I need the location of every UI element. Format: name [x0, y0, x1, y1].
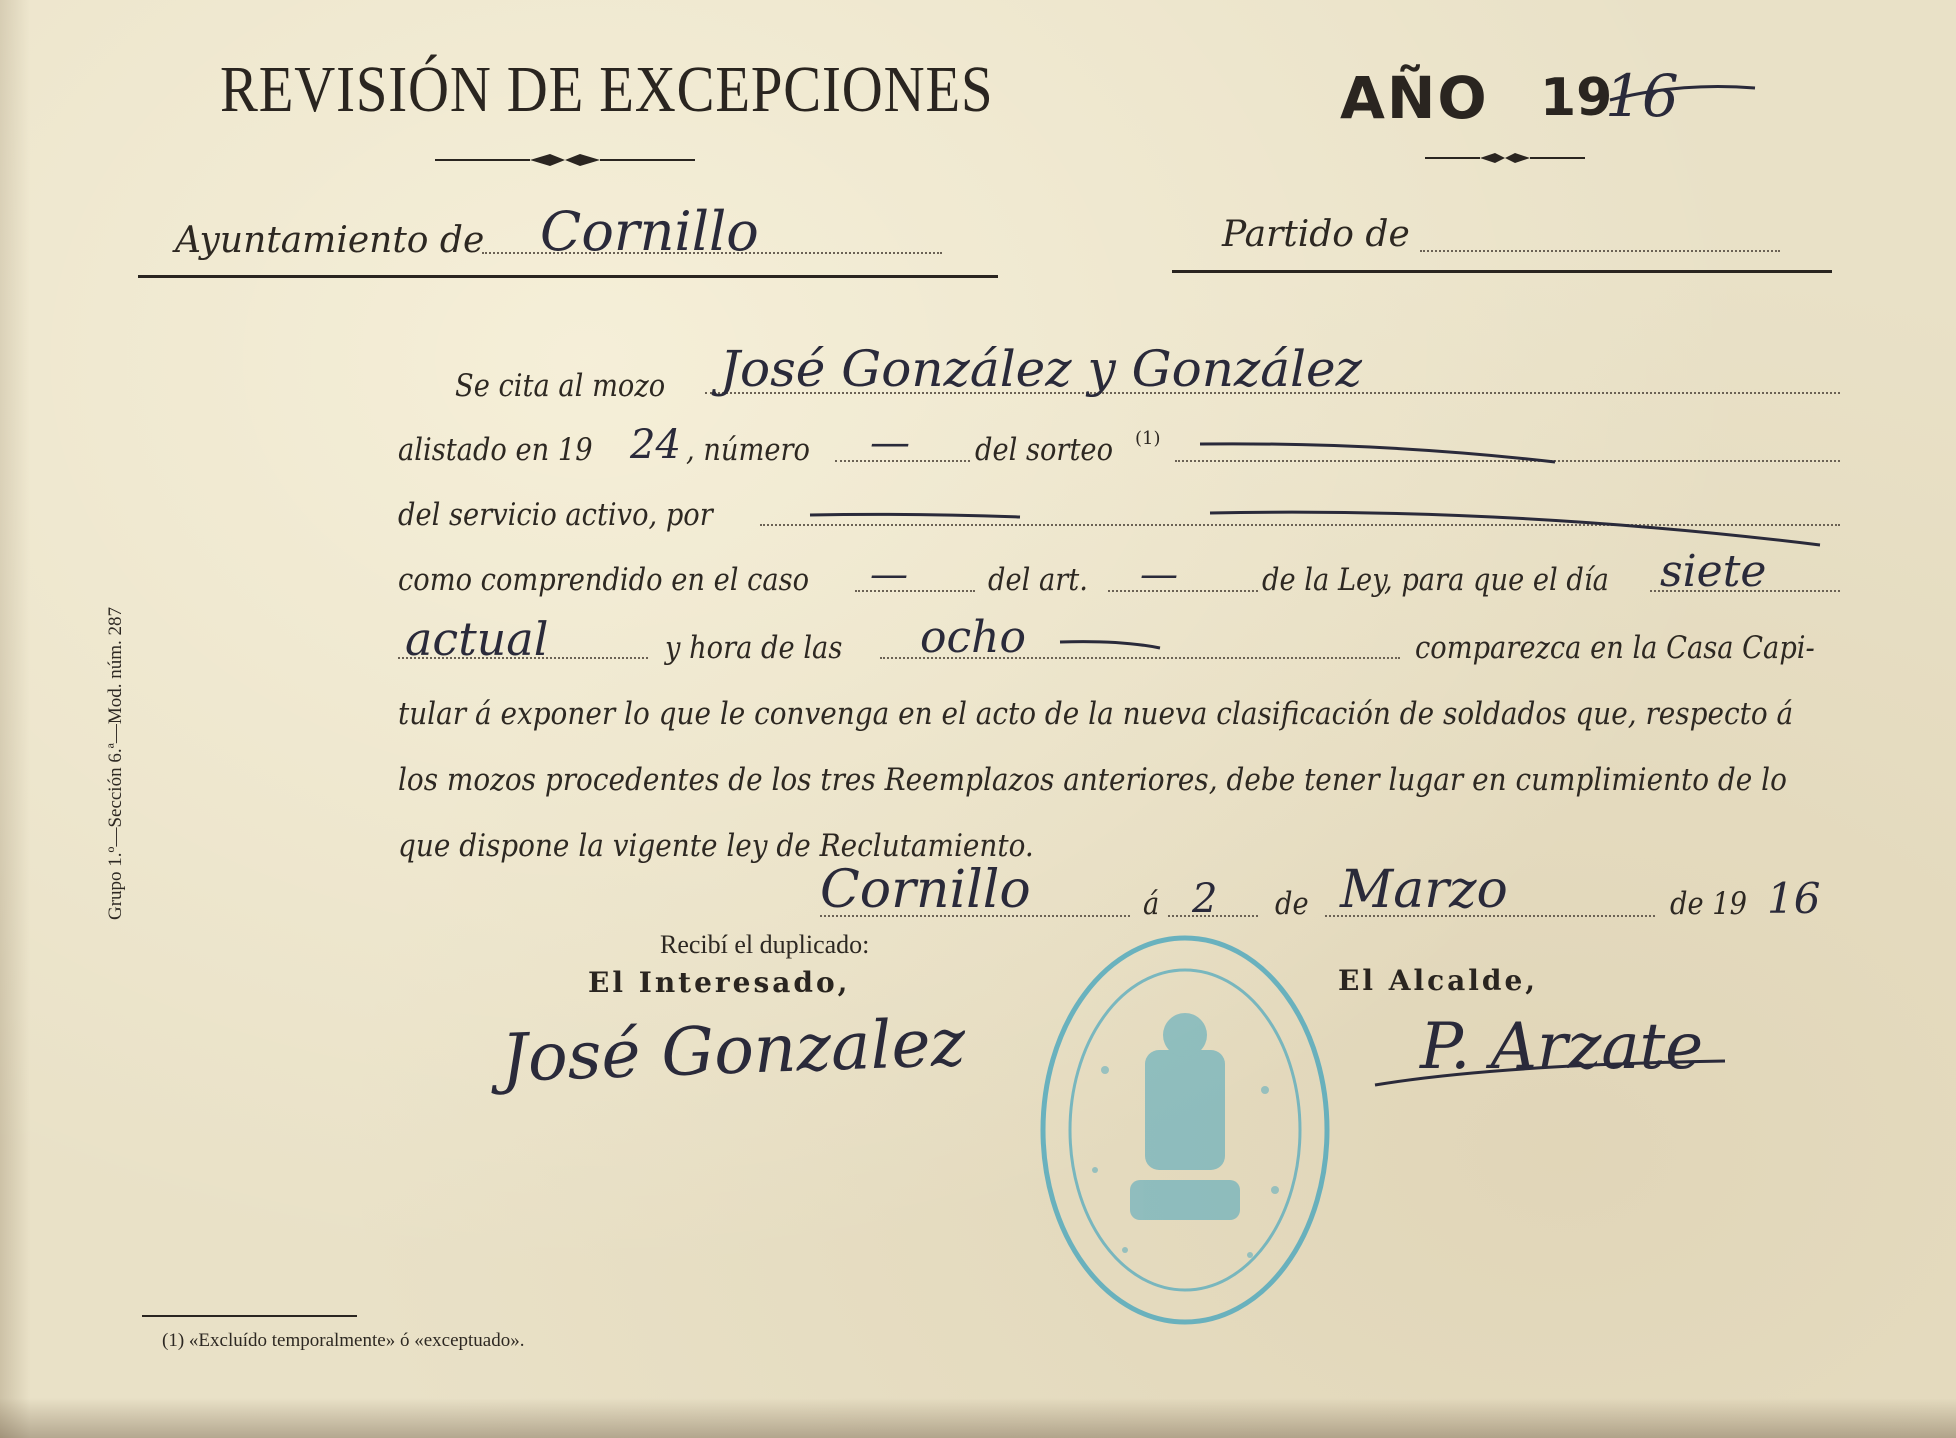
- interesado-label: El Interesado,: [588, 966, 851, 999]
- ayuntamiento-rule: [138, 275, 998, 278]
- partido-dotted-line: [1420, 250, 1780, 252]
- paragraph-line-1: tular á exponer lo que le convenga en el acto de la nueva clasificación de soldados que, respecto á: [398, 696, 1794, 732]
- date-day: 2: [1192, 876, 1218, 922]
- sorteo-dash-stroke: [1200, 438, 1560, 468]
- date-place: Cornillo: [820, 860, 1031, 920]
- actual-value: actual: [405, 612, 549, 666]
- hora-label: y hora de las: [665, 630, 843, 666]
- ayuntamiento-value: Cornillo: [540, 200, 759, 263]
- year-underline-stroke: [1610, 80, 1760, 110]
- servicio-label: del servicio activo, por: [398, 497, 713, 533]
- art-value: —: [1140, 552, 1178, 596]
- form-model-note: Grupo 1.º—Sección 6.ª—Mod. núm. 287: [105, 607, 126, 920]
- partido-label: Partido de: [1222, 214, 1410, 255]
- comparezca-label: comparezca en la Casa Capi-: [1415, 630, 1815, 666]
- actual-dotted-line: [398, 657, 648, 659]
- received-label: Recibí el duplicado:: [660, 930, 870, 959]
- paragraph-line-3: que dispone la vigente ley de Reclutamiento.: [398, 828, 1034, 864]
- caso-label: como comprendido en el caso: [398, 562, 810, 598]
- alistado-label: alistado en 19: [398, 432, 593, 468]
- alcalde-flourish: [1375, 1055, 1735, 1095]
- interesado-signature: José Gonzalez: [500, 1003, 967, 1097]
- art-dotted-line: [1108, 590, 1258, 592]
- alistado-year: 24: [630, 422, 681, 468]
- alcalde-signature: P. Arzate: [1420, 1010, 1704, 1084]
- caso-value: —: [870, 552, 908, 596]
- art-label: del art.: [988, 562, 1088, 598]
- date-de-label: de: [1275, 886, 1309, 922]
- numero-label: , número: [686, 432, 810, 468]
- title-ornament: [435, 150, 695, 170]
- footnote-rule: [142, 1315, 357, 1317]
- date-a-label: á: [1143, 886, 1160, 922]
- year-ornament: [1425, 148, 1585, 168]
- date-year-handwritten: 16: [1767, 874, 1821, 923]
- date-place-dotted-line: [820, 915, 1130, 917]
- form-title: REVISIÓN DE EXCEPCIONES: [220, 53, 994, 126]
- mozo-name: José González y González: [720, 340, 1362, 398]
- sorteo-footnote-ref: (1): [1135, 428, 1161, 449]
- dia-value: siete: [1660, 546, 1767, 597]
- date-year-label: de 19: [1670, 886, 1747, 922]
- date-month: Marzo: [1340, 860, 1508, 920]
- alcalde-label: El Alcalde,: [1338, 964, 1539, 997]
- hora-dash-stroke: [1060, 636, 1170, 656]
- year-handwritten: 16: [1605, 62, 1679, 130]
- footnote: (1) «Excluído temporalmente» ó «exceptuado».: [162, 1330, 525, 1351]
- servicio-dash-stroke: [810, 505, 1840, 545]
- numero-value: —: [870, 420, 910, 466]
- ley-label: de la Ley, para que el día: [1262, 562, 1609, 598]
- sorteo-label: del sorteo: [975, 432, 1114, 468]
- partido-rule: [1172, 270, 1832, 273]
- municipal-seal-stamp: [1035, 930, 1335, 1330]
- paragraph-line-2: los mozos procedentes de los tres Reemplazos anteriores, debe tener lugar en cumplimiento de lo: [398, 762, 1787, 798]
- year-printed: 19: [1540, 68, 1613, 128]
- mozo-label: Se cita al mozo: [455, 368, 666, 404]
- year-label: AÑO: [1340, 64, 1489, 132]
- ayuntamiento-label: Ayuntamiento de: [175, 220, 485, 261]
- hora-value: ocho: [920, 612, 1026, 663]
